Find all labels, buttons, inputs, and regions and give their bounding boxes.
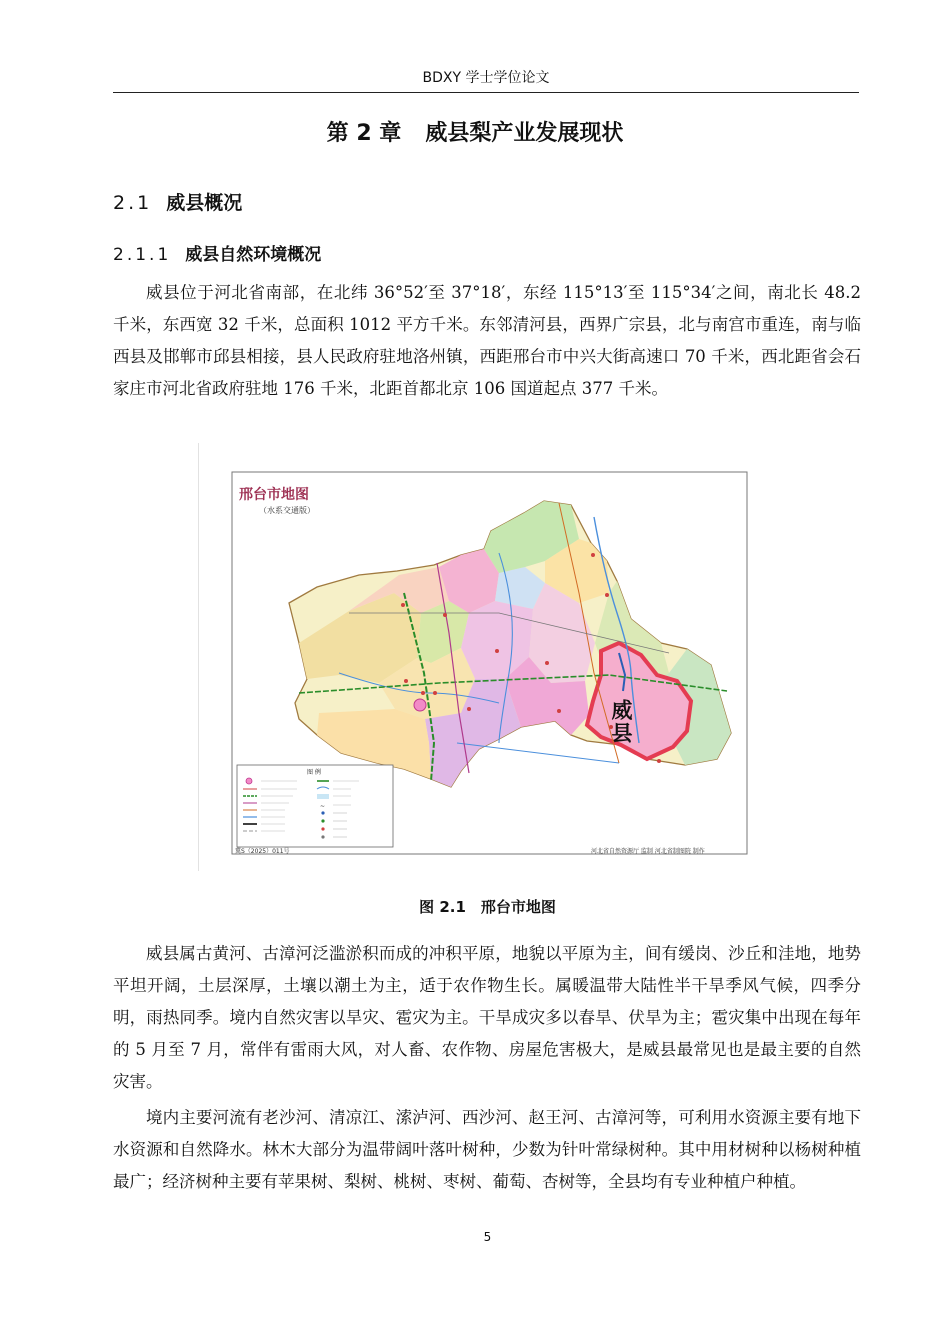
section-heading: [113, 188, 242, 215]
map-legend: [237, 765, 393, 847]
chapter-title: 威县梨产业发展现状: [425, 121, 624, 146]
map-approval-number: 冀S（2025）011号: [235, 848, 290, 855]
running-header: BDXY 学士学位论文: [113, 66, 859, 93]
section-title: 威县概况: [166, 192, 243, 214]
paragraph-terrain-climate: 威县属古黄河、古漳河泛滥淤积而成的冲积平原，地貌以平原为主，间有缓岗、沙丘和洼地，地势平坦开阔，土层深厚，土壤以潮土为主，适于农作物生长。属暖温带大陆性半干旱季风气候，四季分明，雨热同季。境内自然灾害以旱灾、雹灾为主。干旱成灾多以春旱、伏旱为主；雹灾集中出现在每年的 5 月至 7 月，常伴有雷雨大风，对人畜、农作物、房屋危害极大，是威县最常见也是最主要的自然灾害。: [113, 944, 861, 1091]
subsection-heading: [113, 240, 321, 265]
subsection-number: 2.1.1: [113, 245, 172, 265]
section-number: 2.1: [113, 192, 153, 214]
map-subtitle: （水系交通版）: [259, 506, 315, 515]
subsection-title: 威县自然环境概况: [185, 245, 322, 265]
paragraph-rivers-vegetation: 境内主要河流有老沙河、清凉江、溹泸河、西沙河、赵王河、古漳河等，可利用水资源主要有地下水资源和自然降水。林木大部分为温带阔叶落叶树种，少数为针叶常绿树种。其中用材树种以杨树种植最广；经济树种主要有苹果树、梨树、桃树、枣树、葡萄、杏树等，全县均有专业种植户种植。: [113, 1108, 861, 1191]
map-figure: [198, 443, 755, 871]
map-title: 邢台市地图: [239, 487, 309, 503]
page-number: 5: [483, 1230, 492, 1244]
figure-caption: 图 2.1 邢台市地图: [419, 898, 556, 916]
legend-title: 图 例: [307, 769, 321, 776]
map-credit: 河北省自然资源厅 监制 河北省制图院 制作: [591, 848, 705, 855]
chapter-heading: [0, 116, 950, 147]
chapter-number: 第 2 章: [326, 121, 402, 146]
wei-county-label: 威县: [609, 699, 633, 745]
svg-text:~: ~: [320, 803, 326, 810]
paragraph-location: 威县位于河北省南部，在北纬 36°52′至 37°18′，东经 115°13′至 115°34′之间，南北长 48.2 千米，东西宽 32 千米，总面积 1012 平方千米。东邻清河县，西界广宗县，北与南宫市重连，南与临西县及邯郸市邱县相接，县人民政府驻地洛州镇，西距邢台市中兴大街高速口 70 千米，西北距省会石家庄市河北省政府驻地 176 千米，北距首都北京 106 国道起点 377 千米。: [113, 283, 861, 398]
xingtai-map: [199, 443, 755, 871]
